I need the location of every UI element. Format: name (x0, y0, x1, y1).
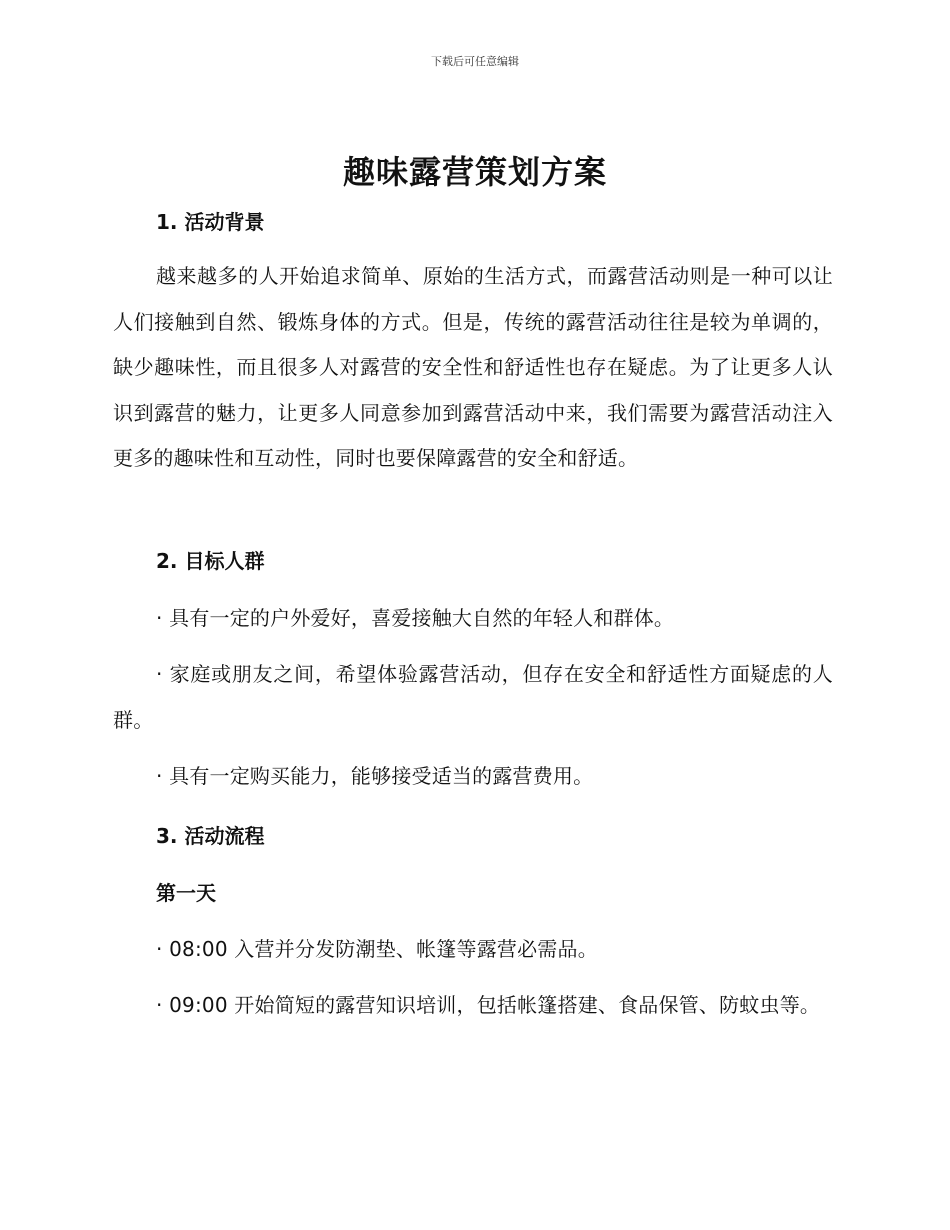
audience-item-1: · 具有一定的户外爱好，喜爱接触大自然的年轻人和群体。 (156, 606, 675, 630)
audience-item-3: · 具有一定购买能力，能够接受适当的露营费用。 (156, 764, 594, 788)
page-header-note: 下载后可任意编辑 (431, 55, 519, 68)
section-heading-background: 1. 活动背景 (156, 210, 265, 234)
audience-item-2: · 家庭或朋友之间，希望体验露营活动，但存在安全和舒适性方面疑虑的人群。 (113, 662, 833, 732)
day-one-heading: 第一天 (156, 881, 216, 905)
schedule-item-0900: · 09:00 开始简短的露营知识培训，包括帐篷搭建、食品保管、防蚊虫等。 (156, 993, 821, 1017)
background-paragraph: 越来越多的人开始追求简单、原始的生活方式，而露营活动则是一种可以让人们接触到自然、锻炼身体的方式。但是，传统的露营活动往往是较为单调的，缺少趣味性，而且很多人对露营的安全性和舒适性也存在疑虑。为了让更多人认识到露营的魅力，让更多人同意参加到露营活动中来，我们需要为露营活动注入更多的趣味性和互动性，同时也要保障露营的安全和舒适。 (113, 264, 833, 470)
section-heading-target-audience: 2. 目标人群 (156, 549, 265, 573)
document-title: 趣味露营策划方案 (342, 153, 607, 191)
schedule-item-0800: · 08:00 入营并分发防潮垫、帐篷等露营必需品。 (156, 937, 598, 961)
section-heading-activity-flow: 3. 活动流程 (156, 824, 265, 848)
